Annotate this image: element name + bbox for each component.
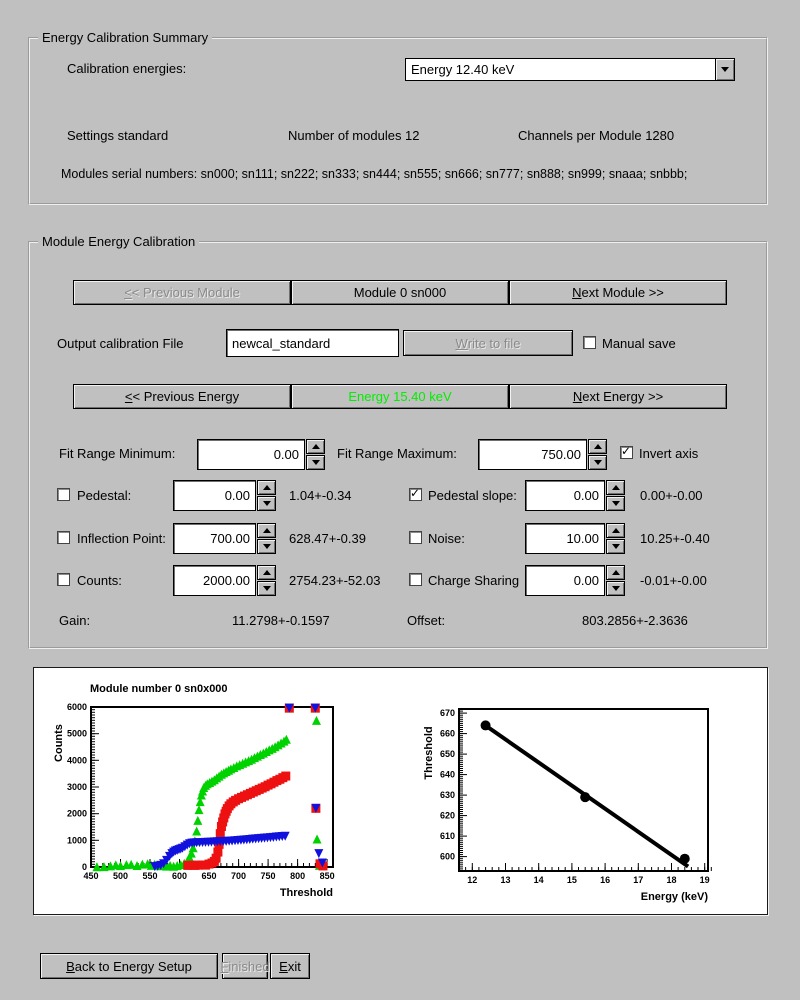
threshold-scan-chart: [36, 668, 384, 912]
finished-button: F inished: [222, 953, 268, 979]
svg-text:0: 0: [81, 862, 87, 872]
arrow-down-icon: [263, 544, 271, 549]
spin-up-button[interactable]: [588, 439, 607, 454]
fit-range-max-input[interactable]: [478, 439, 587, 470]
spin-down-button[interactable]: [606, 496, 625, 511]
spin-down-button[interactable]: [257, 539, 276, 554]
arrow-down-icon: [594, 460, 602, 465]
arrow-up-icon: [612, 570, 620, 575]
spin-up-button[interactable]: [606, 523, 625, 538]
inflection-point-spinner: [257, 523, 276, 554]
spin-down-button[interactable]: [606, 539, 625, 554]
counts-input[interactable]: [173, 565, 256, 596]
charge-sharing-label: Charge Sharing: [428, 573, 520, 588]
svg-text:Module number 0 sn0x000: Module number 0 sn0x000: [90, 683, 228, 695]
svg-text:670: 670: [439, 708, 455, 719]
svg-text:850: 850: [319, 871, 335, 881]
svg-text:550: 550: [142, 871, 158, 881]
arrow-up-icon: [263, 570, 271, 575]
output-calibration-file-label: Output calibration File: [57, 336, 184, 351]
spin-up-button[interactable]: [257, 565, 276, 580]
fit-range-max-spinner: [588, 439, 607, 470]
previous-energy-button[interactable]: < < Previous Energy: [73, 384, 291, 409]
arrow-down-icon: [263, 586, 271, 591]
arrow-down-icon: [612, 544, 620, 549]
svg-text:Threshold: Threshold: [279, 887, 333, 899]
svg-text:630: 630: [439, 790, 455, 801]
svg-text:1000: 1000: [66, 835, 87, 846]
param-row-counts: [57, 565, 392, 596]
number-of-modules-text: Number of modules 12: [288, 128, 420, 143]
manual-save-label: Manual save: [602, 336, 676, 351]
current-module-button[interactable]: Module 0 sn000: [291, 280, 509, 305]
svg-text:450: 450: [83, 871, 99, 881]
counts-checkbox[interactable]: [57, 573, 70, 586]
svg-text:5000: 5000: [66, 728, 87, 739]
calibration-line-chart: [419, 668, 765, 912]
noise-input[interactable]: [525, 523, 605, 554]
calibration-energies-label: Calibration energies:: [67, 61, 187, 76]
svg-text:19: 19: [699, 875, 710, 885]
counts-spinner: [257, 565, 276, 596]
fit-range-min-spinner: [306, 439, 325, 470]
pedestal-label: Pedestal:: [77, 488, 132, 503]
settings-text: Settings standard: [67, 128, 169, 143]
svg-text:12: 12: [467, 875, 478, 885]
fit-range-min-input[interactable]: [197, 439, 305, 470]
svg-text:16: 16: [600, 875, 611, 885]
inflection-point-label: Inflection Point:: [77, 531, 166, 546]
output-file-input[interactable]: [226, 329, 399, 357]
pedestal-slope-label: Pedestal slope:: [428, 488, 517, 503]
invert-axis-checkbox[interactable]: [620, 446, 633, 459]
svg-text:Threshold: Threshold: [423, 726, 435, 780]
calibration-energy-selected-value: Energy 12.40 keV: [411, 62, 515, 77]
current-energy-button[interactable]: Energy 15.40 keV: [291, 384, 509, 409]
svg-text:750: 750: [260, 871, 276, 881]
svg-text:6000: 6000: [66, 702, 87, 712]
fit-range-min-label: Fit Range Minimum:: [59, 446, 176, 461]
gain-label: Gain:: [59, 613, 91, 628]
exit-button[interactable]: E xit: [270, 953, 310, 979]
arrow-up-icon: [263, 485, 271, 490]
svg-text:650: 650: [201, 871, 217, 881]
pedestal-input[interactable]: [173, 480, 256, 511]
svg-text:15: 15: [566, 875, 577, 885]
offset-value: 803.2856+-2.3636: [582, 613, 688, 628]
svg-text:500: 500: [112, 871, 129, 881]
arrow-down-icon: [612, 501, 620, 506]
svg-text:600: 600: [439, 851, 455, 862]
noise-spinner: [606, 523, 625, 554]
svg-text:600: 600: [172, 871, 188, 881]
fit-range-max-label: Fit Range Maximum:: [337, 446, 457, 461]
noise-label: Noise:: [428, 531, 465, 546]
calibration-energy-dropdown[interactable]: [405, 58, 735, 81]
param-row-noise: [409, 523, 749, 554]
spin-down-button[interactable]: [257, 496, 276, 511]
offset-label: Offset:: [407, 613, 446, 628]
svg-text:660: 660: [439, 728, 455, 739]
noise-fit-result: 10.25+-0.40: [640, 531, 710, 546]
root-plot-canvas[interactable]: [33, 667, 768, 915]
svg-text:800: 800: [290, 871, 306, 881]
pedestal-slope-input[interactable]: [525, 480, 605, 511]
arrow-up-icon: [263, 528, 271, 533]
previous-module-button: < < Previous Module: [73, 280, 291, 305]
pedestal-fit-result: 1.04+-0.34: [289, 488, 352, 503]
param-row-pedestal: [57, 480, 392, 511]
svg-text:4000: 4000: [66, 755, 87, 766]
spin-down-button[interactable]: [606, 581, 625, 596]
charge-sharing-spinner: [606, 565, 625, 596]
svg-text:Energy (keV): Energy (keV): [640, 891, 708, 903]
write-to-file-button: W rite to file: [403, 330, 573, 356]
param-row-pedestal-slope: [409, 480, 749, 511]
arrow-up-icon: [612, 485, 620, 490]
svg-text:17: 17: [633, 875, 644, 885]
arrow-up-icon: [612, 528, 620, 533]
svg-text:3000: 3000: [66, 782, 87, 792]
arrow-down-icon: [612, 586, 620, 591]
svg-text:Counts: Counts: [53, 724, 65, 762]
param-row-charge-sharing: [409, 565, 749, 596]
next-module-button[interactable]: N ext Module >>: [509, 280, 727, 305]
group-title-module-cal: Module Energy Calibration: [38, 234, 199, 249]
param-row-inflection-point: [57, 523, 392, 554]
svg-text:18: 18: [666, 875, 677, 885]
spin-down-button[interactable]: [257, 581, 276, 596]
svg-text:14: 14: [533, 875, 544, 885]
pedestal-slope-spinner: [606, 480, 625, 511]
channels-per-module-text: Channels per Module 1280: [518, 128, 675, 143]
counts-label: Counts:: [77, 573, 122, 588]
svg-text:650: 650: [439, 749, 455, 760]
inflection-point-checkbox[interactable]: [57, 531, 70, 544]
arrow-up-icon: [594, 444, 602, 449]
pedestal-slope-checkbox[interactable]: [409, 488, 422, 501]
svg-text:640: 640: [439, 769, 455, 780]
back-to-energy-setup-button[interactable]: B ack to Energy Setup: [40, 953, 218, 979]
module-serial-numbers-text: Modules serial numbers: sn000; sn111; sn222; sn333; sn444; sn555; sn666; sn777; sn888; sn999; snaaa; snbbb;: [61, 167, 688, 181]
arrow-up-icon: [312, 444, 320, 449]
svg-text:620: 620: [439, 810, 455, 821]
module-energy-calibration-group: [28, 234, 768, 649]
gain-value: 11.2798+-0.1597: [232, 613, 330, 628]
arrow-down-icon: [263, 501, 271, 506]
dropdown-button[interactable]: [715, 59, 734, 80]
manual-save-checkbox[interactable]: [583, 336, 596, 349]
charge-sharing-fit-result: -0.01+-0.00: [640, 573, 707, 588]
charge-sharing-checkbox[interactable]: [409, 573, 422, 586]
pedestal-checkbox[interactable]: [57, 488, 70, 501]
group-title-summary: Energy Calibration Summary: [38, 30, 212, 45]
inflection-point-fit-result: 628.47+-0.39: [289, 531, 366, 546]
spin-up-button[interactable]: [306, 439, 325, 454]
charge-sharing-input[interactable]: [525, 565, 605, 596]
noise-checkbox[interactable]: [409, 531, 422, 544]
spin-down-button[interactable]: [588, 455, 607, 470]
svg-text:610: 610: [439, 831, 455, 842]
svg-text:700: 700: [231, 871, 247, 881]
invert-axis-label: Invert axis: [639, 446, 699, 461]
arrow-down-icon: [312, 460, 320, 465]
spin-up-button[interactable]: [606, 480, 625, 495]
chevron-down-icon: [721, 67, 729, 72]
spin-up-button[interactable]: [257, 523, 276, 538]
pedestal-spinner: [257, 480, 276, 511]
svg-text:2000: 2000: [66, 808, 87, 819]
energy-calibration-summary-group: [28, 30, 768, 205]
pedestal-slope-fit-result: 0.00+-0.00: [640, 488, 703, 503]
spin-down-button[interactable]: [306, 455, 325, 470]
svg-text:13: 13: [500, 875, 511, 885]
next-energy-button[interactable]: N ext Energy >>: [509, 384, 727, 409]
inflection-point-input[interactable]: [173, 523, 256, 554]
spin-up-button[interactable]: [606, 565, 625, 580]
counts-fit-result: 2754.23+-52.03: [289, 573, 381, 588]
spin-up-button[interactable]: [257, 480, 276, 495]
